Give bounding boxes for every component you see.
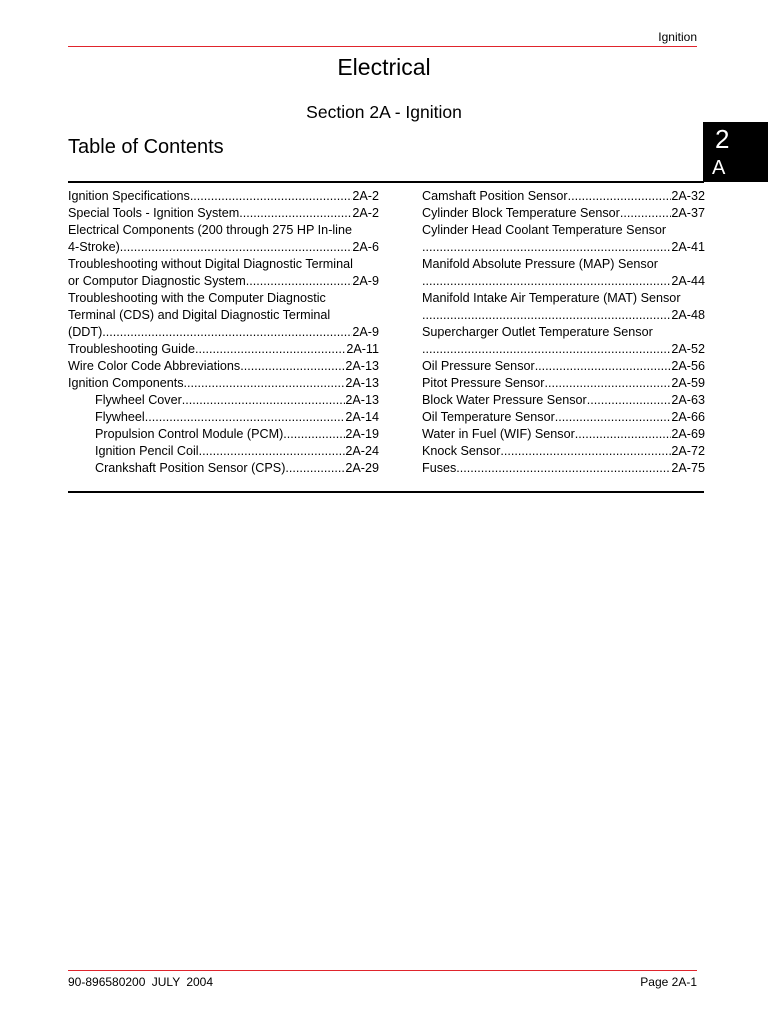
toc-page-ref: 2A-75 [671,461,705,475]
toc-entry-title: Supercharger Outlet Temperature Sensor [422,325,653,339]
toc-entry-title: (DDT) [68,325,103,339]
toc-entry-title: Electrical Components (200 through 275 HP In-line [68,223,352,237]
toc-entry[interactable] [68,443,379,460]
section-subtitle: Section 2A - Ignition [306,102,462,122]
toc-entry[interactable] [68,375,379,392]
toc-page-ref: 2A-48 [671,308,705,322]
toc-entry-title: Knock Sensor [422,444,501,458]
toc-page-ref: 2A-59 [671,376,705,390]
dot-leader [555,409,672,426]
toc-entry[interactable] [68,290,379,341]
dot-leader [422,307,671,324]
toc-page-ref: 2A-66 [671,410,705,424]
section-tab-number: 2 [715,124,730,154]
footer-rule [68,970,697,971]
toc-column-right [422,188,705,477]
toc-entry[interactable] [68,460,379,477]
toc-entry[interactable] [422,443,705,460]
toc-entry[interactable] [422,358,705,375]
toc-page-ref: 2A-13 [345,393,379,407]
toc-entry[interactable] [422,460,705,477]
dot-leader [195,341,346,358]
section-tab-letter: A [712,157,726,179]
toc-page-ref: 2A-32 [671,189,705,203]
toc-entry-title: Ignition Specifications [68,189,190,203]
dot-leader [184,375,346,392]
toc-page-ref: 2A-72 [671,444,705,458]
dot-leader [500,443,671,460]
dot-leader [422,341,671,358]
toc-entry-title: Ignition Components [68,376,184,390]
toc-entry-title: Manifold Absolute Pressure (MAP) Sensor [422,257,658,271]
toc-page-ref: 2A-11 [346,342,379,356]
toc-entry[interactable] [68,222,379,256]
dot-leader [422,273,671,290]
running-header-label: Ignition [658,30,697,44]
toc-page-ref: 2A-44 [671,274,705,288]
toc-top-rule [68,181,704,183]
dot-leader [246,273,353,290]
toc-entry-title: Water in Fuel (WIF) Sensor [422,427,575,441]
page-title: Electrical [337,54,431,80]
dot-leader [240,358,345,375]
toc-entry-title: or Computor Diagnostic System [68,274,246,288]
dot-leader [239,205,352,222]
dot-leader [190,188,353,205]
toc-bottom-rule [68,491,704,493]
toc-entry[interactable] [68,341,379,358]
toc-entry[interactable] [68,256,379,290]
toc-entry[interactable] [68,409,379,426]
toc-entry-title: 4-Stroke) [68,240,120,254]
toc-entry[interactable] [68,188,379,205]
dot-leader [102,324,352,341]
dot-leader [575,426,672,443]
dot-leader [182,392,346,409]
toc-entry-title: Fuses [422,461,457,475]
toc-entry-title: Block Water Pressure Sensor [422,393,587,407]
toc-entry-title: Pitot Pressure Sensor [422,376,545,390]
toc-page-ref: 2A-69 [671,427,705,441]
toc-entry-title: Wire Color Code Abbreviations [68,359,241,373]
toc-entry-title: Cylinder Head Coolant Temperature Sensor [422,223,667,237]
toc-page-ref: 2A-41 [671,240,705,254]
toc-entry-title: Manifold Intake Air Temperature (MAT) Sensor [422,291,681,305]
toc-entry-title: Flywheel Cover [95,393,182,407]
toc-entry[interactable] [422,188,705,205]
toc-entry-title: Ignition Pencil Coil [95,444,199,458]
footer-doc-info: 90-896580200 JULY 2004 [68,975,214,989]
toc-entry-title: Special Tools - Ignition System [68,206,240,220]
toc-entry-title: Oil Temperature Sensor [422,410,555,424]
dot-leader [285,460,345,477]
toc-entry-title: Troubleshooting without Digital Diagnostic Terminal [68,257,353,271]
toc-page-ref: 2A-56 [671,359,705,373]
toc-entry-title: Oil Pressure Sensor [422,359,535,373]
toc-entry-title: Propulsion Control Module (PCM) [95,427,284,441]
toc-entry[interactable] [68,426,379,443]
dot-leader [568,188,672,205]
toc-entry-title: Troubleshooting Guide [68,342,195,356]
toc-page-ref: 2A-19 [345,427,379,441]
toc-page-ref: 2A-29 [345,461,379,475]
dot-leader [199,443,346,460]
toc-entry[interactable] [422,256,705,290]
toc-page-ref: 2A-63 [671,393,705,407]
toc-page-ref: 2A-52 [671,342,705,356]
toc-page-ref: 2A-6 [352,240,379,254]
toc-entry-title: Camshaft Position Sensor [422,189,568,203]
toc-entry[interactable] [422,205,705,222]
toc-page-ref: 2A-9 [352,274,379,288]
toc-page-ref: 2A-2 [352,189,379,203]
toc-heading: Table of Contents [68,136,224,158]
toc-page-ref: 2A-13 [345,376,379,390]
toc-entry[interactable] [68,205,379,222]
dot-leader [456,460,671,477]
toc-page-ref: 2A-14 [345,410,379,424]
footer-page-number: Page 2A-1 [640,975,697,989]
toc-entry[interactable] [422,290,705,324]
dot-leader [145,409,346,426]
toc-page-ref: 2A-2 [352,206,379,220]
toc-entry[interactable] [422,426,705,443]
dot-leader [620,205,672,222]
toc-entry[interactable] [422,222,705,256]
toc-entry-title: Troubleshooting with the Computer Diagnostic [68,291,326,305]
header-rule [68,46,697,47]
toc-entry-title: Terminal (CDS) and Digital Diagnostic Terminal [68,308,331,322]
dot-leader [283,426,345,443]
toc-entry[interactable] [422,375,705,392]
toc-page-ref: 2A-24 [345,444,379,458]
dot-leader [422,239,671,256]
toc-page-ref: 2A-37 [671,206,705,220]
dot-leader [545,375,672,392]
dot-leader [120,239,353,256]
toc-entry-title: Crankshaft Position Sensor (CPS) [95,461,286,475]
toc-entry-title: Cylinder Block Temperature Sensor [422,206,620,220]
toc-entry-title: Flywheel [95,410,145,424]
section-tab [703,122,768,182]
toc-page-ref: 2A-13 [345,359,379,373]
dot-leader [535,358,672,375]
toc-entry[interactable] [422,324,705,358]
toc-page-ref: 2A-9 [352,325,379,339]
toc-entry[interactable] [422,409,705,426]
toc-entry[interactable] [68,392,379,409]
dot-leader [587,392,672,409]
toc-column-left [68,188,379,477]
toc-entry[interactable] [422,392,705,409]
toc-entry[interactable] [68,358,379,375]
